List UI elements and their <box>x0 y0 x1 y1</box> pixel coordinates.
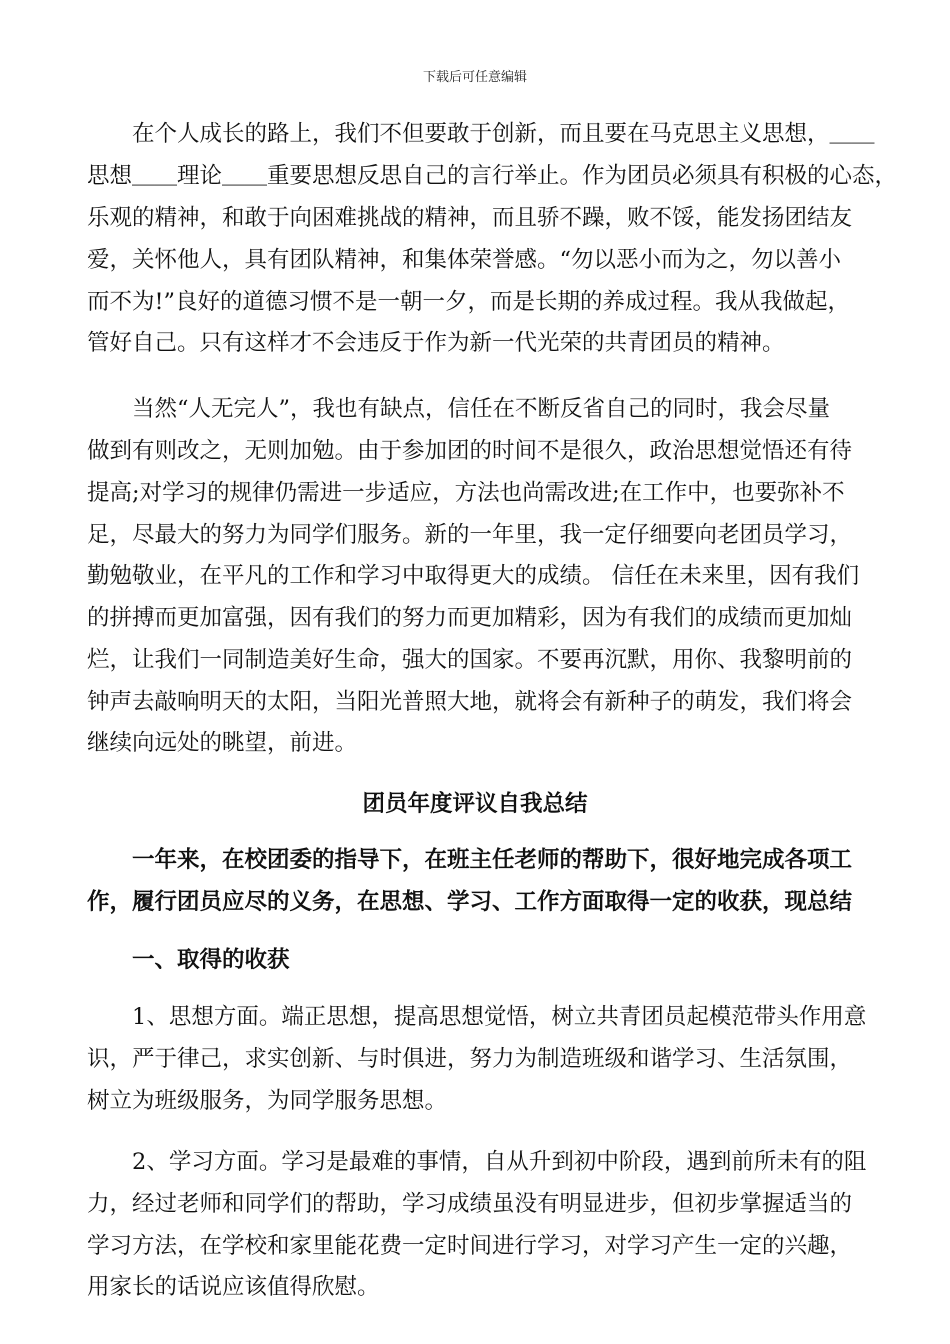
item-2-line: 力，经过老师和同学们的帮助，学习成绩虽没有明显进步，但初步掌握适当的 <box>87 1191 853 1217</box>
item-2-line: 2、学习方面。学习是最难的事情，自从升到初中阶段，遇到前所未有的阻 <box>87 1149 867 1175</box>
item-1-line: 识，严于律己，求实创新、与时俱进，努力为制造班级和谐学习、生活氛围， <box>87 1046 853 1072</box>
paragraph-2-line: 继续向远处的眺望，前进。 <box>87 730 358 756</box>
paragraph-1-line: 在个人成长的路上，我们不但要敢于创新，而且要在马克思主义思想，＿＿ <box>87 121 875 147</box>
paragraph-1-line: 思想＿＿理论＿＿重要思想反思自己的言行举止。作为团员必须具有积极的心态， <box>87 163 898 189</box>
paragraph-2-line: 的拼搏而更加富强，因有我们的努力而更加精彩，因为有我们的成绩而更加灿 <box>87 605 853 631</box>
paragraph-1-line: 爱，关怀他人，具有团队精神，和集体荣誉感。“勿以恶小而为之，勿以善小 <box>87 247 842 273</box>
paragraph-2-line: 当然“人无完人”，我也有缺点，信任在不断反省自己的同时，我会尽量 <box>87 396 831 422</box>
paragraph-2-line: 烂，让我们一同制造美好生命，强大的国家。不要再沉默，用你、我黎明前的 <box>87 647 853 673</box>
section-heading: 一、取得的收获 <box>87 947 290 973</box>
intro-line: 作，履行团员应尽的义务，在思想、学习、工作方面取得一定的收获，现总结 <box>87 889 853 915</box>
page-header: 下载后可任意编辑 <box>422 70 527 85</box>
paragraph-1-line: 而不为!”良好的道德习惯不是一朝一夕，而是长期的养成过程。我从我做起， <box>87 289 851 315</box>
paragraph-2-line: 提高;对学习的规律仍需进一步适应，方法也尚需改进;在工作中，也要弥补不 <box>87 480 845 506</box>
item-2-line: 用家长的话说应该值得欣慰。 <box>87 1274 380 1300</box>
paragraph-2-line: 做到有则改之，无则加勉。由于参加团的时间不是很久，政治思想觉悟还有待 <box>87 438 853 464</box>
item-1-line: 1、思想方面。端正思想，提高思想觉悟，树立共青团员起模范带头作用意 <box>87 1004 867 1030</box>
item-1-line: 树立为班级服务，为同学服务思想。 <box>87 1088 448 1114</box>
paragraph-2-line: 钟声去敲响明天的太阳，当阳光普照大地，就将会有新种子的萌发，我们将会 <box>87 689 853 715</box>
item-2-line: 学习方法，在学校和家里能花费一定时间进行学习，对学习产生一定的兴趣， <box>87 1233 853 1259</box>
section-title: 团员年度评议自我总结 <box>362 791 588 817</box>
paragraph-1-line: 乐观的精神，和敢于向困难挑战的精神，而且骄不躁，败不馁，能发扬团结友 <box>87 205 853 231</box>
paragraph-1-line: 管好自己。只有这样才不会违反于作为新一代光荣的共青团员的精神。 <box>87 330 785 356</box>
paragraph-2-line: 足，尽最大的努力为同学们服务。新的一年里，我一定仔细要向老团员学习， <box>87 522 853 548</box>
intro-line: 一年来，在校团委的指导下，在班主任老师的帮助下，很好地完成各项工 <box>87 847 853 873</box>
paragraph-2-line: 勤勉敬业，在平凡的工作和学习中取得更大的成绩。 信任在未来里，因有我们 <box>87 563 860 589</box>
